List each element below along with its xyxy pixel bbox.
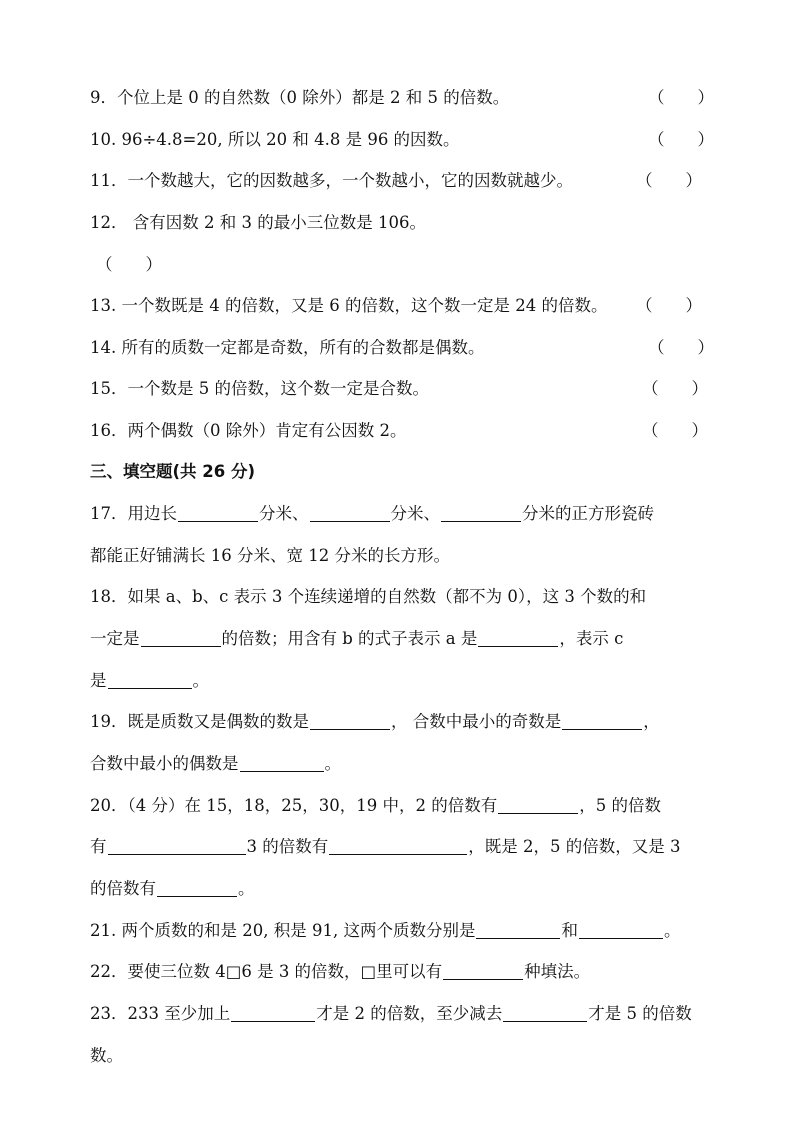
question-23-text: 才是 5 的倍数: [588, 1004, 692, 1023]
question-20-text: 20．（4 分）在 15，18，25，30，19 中，2 的倍数有: [90, 796, 498, 815]
question-10: [90, 129, 460, 151]
question-19-text: 合数中最小的偶数是: [90, 754, 239, 773]
question-13: [90, 295, 607, 317]
question-19-text: ，: [643, 712, 660, 731]
answer-paren-16[interactable]: （ ）: [642, 421, 708, 440]
question-20: [90, 795, 661, 817]
answer-paren-10[interactable]: （ ）: [648, 130, 714, 149]
question-21-text: 。: [663, 921, 681, 940]
answer-blank-20-4[interactable]: [157, 878, 237, 897]
question-23: [90, 1003, 692, 1025]
question-20-text: 有: [90, 837, 107, 856]
question-18-continued: [90, 628, 623, 650]
answer-blank-17-3[interactable]: [441, 503, 521, 522]
answer-blank-20-2[interactable]: [108, 836, 246, 855]
question-18-text: 。: [192, 671, 209, 690]
question-19-text: 19．既是质数又是偶数的数是: [90, 712, 309, 731]
question-17-continued: [90, 545, 450, 567]
question-19-continued: [90, 753, 341, 775]
question-18-text: 的倍数；用含有 b 的式子表示 a 是: [221, 629, 478, 648]
question-12-text: 12． 含有因数 2 和 3 的最小三位数是 106。: [90, 213, 426, 232]
question-15: [90, 378, 429, 400]
question-21: [90, 920, 680, 942]
question-18-text: 一定是: [90, 629, 140, 648]
answer-blank-23-1[interactable]: [231, 1003, 315, 1022]
question-17-text: 分米的正方形瓷砖: [522, 504, 654, 523]
answer-blank-20-3[interactable]: [329, 836, 467, 855]
question-17-text: 分米、: [259, 504, 309, 523]
question-11: [90, 170, 573, 192]
answer-blank-18-1[interactable]: [141, 628, 221, 647]
answer-blank-21-2[interactable]: [579, 920, 663, 939]
question-13-text: 13. 一个数既是 4 的倍数，又是 6 的倍数，这个数一定是 24 的倍数。: [90, 296, 608, 315]
question-18-text: ，表示 c: [559, 629, 624, 648]
answer-blank-20-1[interactable]: [498, 795, 578, 814]
question-15-text: 15．一个数是 5 的倍数，这个数一定是合数。: [90, 379, 429, 398]
question-16: [90, 420, 406, 442]
answer-blank-19-3[interactable]: [240, 753, 324, 772]
answer-paren-9[interactable]: （ ）: [648, 88, 714, 107]
question-9: [90, 87, 509, 109]
question-23-text: 23．233 至少加上: [90, 1004, 231, 1023]
question-11-text: 11．一个数越大，它的因数越多，一个数越小，它的因数就越少。: [90, 171, 573, 190]
question-19-text: ， 合数中最小的奇数是: [391, 712, 562, 731]
question-14-text: 14. 所有的质数一定都是奇数，所有的合数都是偶数。: [90, 338, 485, 357]
question-20-continued-2: [90, 878, 255, 900]
answer-blank-19-1[interactable]: [310, 711, 390, 730]
question-21-text: 和: [561, 921, 578, 940]
answer-paren-14[interactable]: （ ）: [648, 338, 714, 357]
question-17: [90, 503, 654, 525]
question-16-text: 16．两个偶数（0 除外）肯定有公因数 2。: [90, 421, 407, 440]
question-23-continued: [90, 1045, 123, 1067]
question-18-continued-2: [90, 670, 209, 692]
section-title: 三、填空题(共 26 分): [90, 462, 256, 481]
question-22-text: 种填法。: [524, 962, 591, 981]
question-20-text: 3 的倍数有: [246, 837, 329, 856]
question-19: [90, 711, 660, 733]
question-18-text: 18．如果 a、b、c 表示 3 个连续递增的自然数（都不为 0），这 3 个数的和: [90, 587, 647, 606]
question-20-text: ，既是 2，5 的倍数，又是 3: [468, 837, 681, 856]
question-9-text: 9．个位上是 0 的自然数（0 除外）都是 2 和 5 的倍数。: [90, 88, 510, 107]
question-14: [90, 337, 485, 359]
answer-blank-19-2[interactable]: [562, 711, 642, 730]
answer-paren-12[interactable]: （ ）: [96, 255, 162, 274]
answer-blank-17-2[interactable]: [310, 503, 390, 522]
question-23-text: 才是 2 的倍数，至少减去: [316, 1004, 503, 1023]
answer-blank-23-2[interactable]: [503, 1003, 587, 1022]
answer-blank-18-3[interactable]: [108, 670, 192, 689]
answer-paren-11[interactable]: （ ）: [636, 171, 702, 190]
question-22: [90, 961, 590, 983]
answer-blank-22-1[interactable]: [443, 961, 523, 980]
answer-paren-13[interactable]: （ ）: [636, 296, 702, 315]
question-17-text: 分米、: [390, 504, 440, 523]
question-17-text: 17．用边长: [90, 504, 177, 523]
answer-blank-21-1[interactable]: [476, 920, 560, 939]
question-23-text: 数。: [90, 1046, 123, 1065]
question-18: [90, 586, 646, 608]
question-12: [90, 212, 426, 234]
question-22-text: 22．要使三位数 4□6 是 3 的倍数，□里可以有: [90, 962, 443, 981]
question-10-text: 10. 96÷4.8=20, 所以 20 和 4.8 是 96 的因数。: [90, 130, 460, 149]
question-20-text: 的倍数有: [90, 879, 156, 898]
question-20-text: ，5 的倍数: [579, 796, 661, 815]
question-18-text: 是: [90, 671, 107, 690]
answer-paren-15[interactable]: （ ）: [642, 379, 708, 398]
question-20-text: 。: [238, 879, 255, 898]
question-20-continued: [90, 836, 680, 858]
question-19-text: 。: [324, 754, 341, 773]
question-17-text: 都能正好铺满长 16 分米、宽 12 分米的长方形。: [90, 546, 450, 565]
answer-blank-18-2[interactable]: [478, 628, 558, 647]
question-21-text: 21. 两个质数的和是 20, 积是 91, 这两个质数分别是: [90, 921, 476, 940]
answer-blank-17-1[interactable]: [178, 503, 258, 522]
